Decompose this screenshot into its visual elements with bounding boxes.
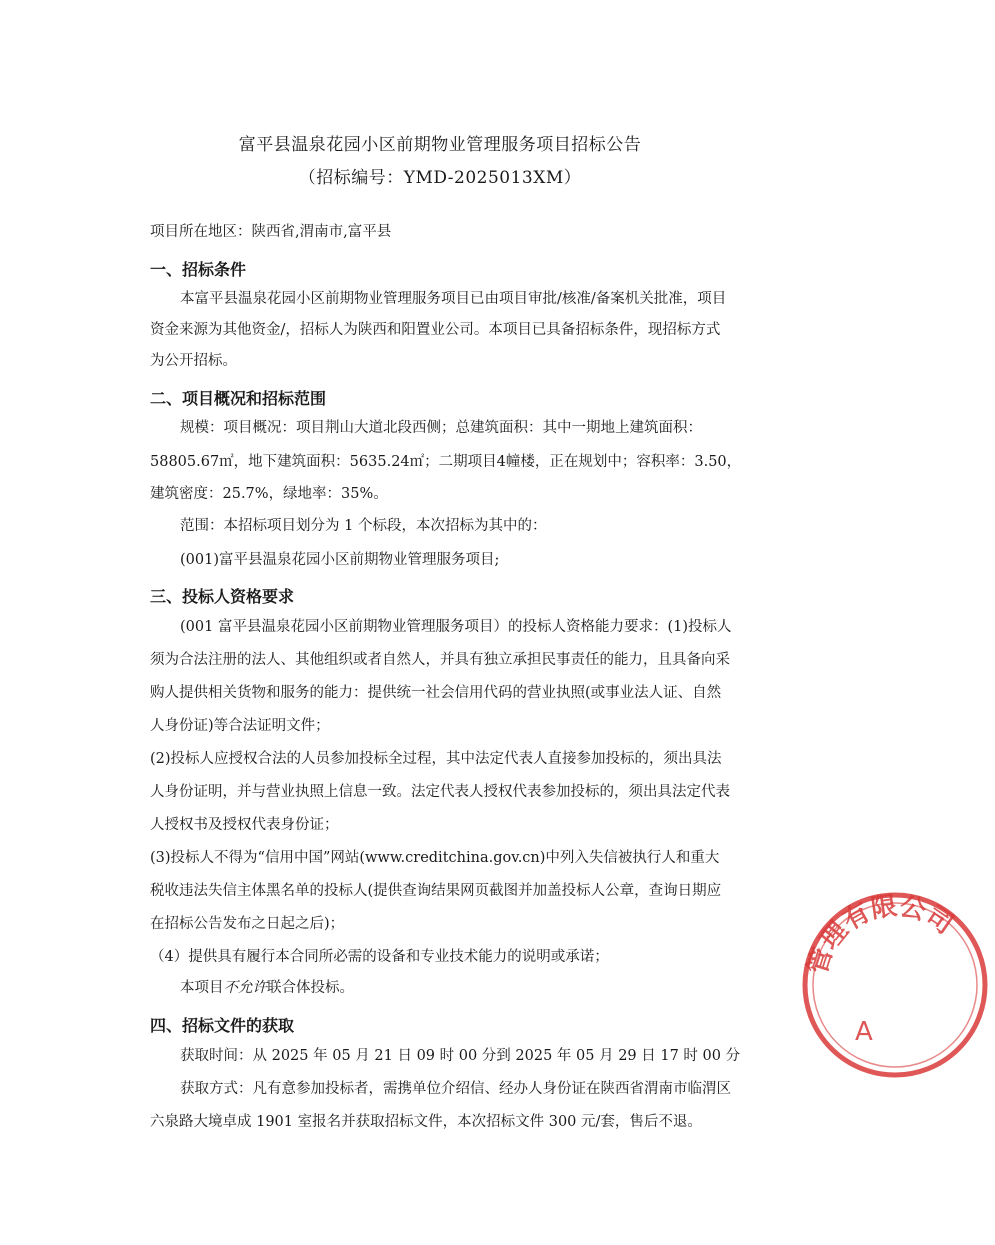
section1-line: 资金来源为其他资金/，招标人为陕西和阳置业公司。本项目已具备招标条件，现招标方式: [150, 322, 721, 338]
section2-line: 范围：本招标项目划分为 1 个标段，本次招标为其中的：: [180, 518, 547, 534]
consortium-line: [180, 978, 354, 998]
consortium-prefix: 本项目: [180, 980, 224, 996]
section1-line: 本富平县温泉花园小区前期物业管理服务项目已由项目审批/核准/备案机关批准，项目: [180, 291, 727, 307]
section2-line: 建筑密度：25.7%，绿地率：35%。: [150, 486, 388, 502]
section4-heading: 四、招标文件的获取: [150, 1016, 295, 1035]
section3-line: 人授权书及授权代表身份证；: [150, 817, 339, 833]
section3-line: 税收违法失信主体黑名单的投标人(提供查询结果网页截图并加盖投标人公章，查询日期应: [150, 883, 722, 899]
section3-line: 须为合法注册的法人、其他组织或者自然人，并具有独立承担民事责任的能力，且具备向采: [150, 652, 730, 668]
section2-heading: 二、项目概况和招标范围: [150, 389, 327, 408]
section3-line: 在招标公告发布之日起之后)；: [150, 916, 345, 932]
section3-line: (3)投标人不得为“信用中国”网站(www.creditchina.gov.cn)中列入失信被执行人和重大: [150, 850, 720, 866]
section3-line: 人身份证明，并与营业执照上信息一致。法定代表人授权代表参加投标的，须出具法定代表: [150, 784, 730, 800]
section3-line: 人身份证)等合法证明文件；: [150, 718, 330, 734]
section1-line: 为公开招标。: [150, 353, 237, 369]
section3-line: (2)投标人应授权合法的人员参加投标全过程，其中法定代表人直接参加投标的，须出具法: [150, 751, 722, 767]
consortium-italic: 不允许: [223, 980, 267, 996]
svg-text:A: A: [855, 1017, 873, 1047]
section3-line: (001 富平县温泉花园小区前期物业管理服务项目）的投标人资格能力要求：(1)投标人: [180, 619, 732, 635]
document-title: 富平县温泉花园小区前期物业管理服务项目招标公告: [238, 135, 642, 155]
consortium-suffix: 联合体投标。: [267, 980, 354, 996]
section3-line: 购人提供相关货物和服务的能力：提供统一社会信用代码的营业执照(或事业法人证、自然: [150, 685, 722, 701]
company-seal: [795, 885, 995, 1085]
section2-line: 58805.67㎡，地下建筑面积：5635.24㎡；二期项目4幢楼，正在规划中；容积率：3.50，: [150, 454, 742, 470]
section3-heading: 三、投标人资格要求: [150, 587, 295, 606]
section4-line: 获取方式：凡有意参加投标者，需携单位介绍信、经办人身份证在陕西省渭南市临渭区: [180, 1081, 731, 1097]
svg-text:管理有限公司: 管理有限公司: [802, 891, 959, 979]
section2-line: 规模：项目概况：项目荆山大道北段西侧；总建筑面积：其中一期地上建筑面积：: [180, 420, 702, 436]
section4-line: 六泉路大境卓成 1901 室报名并获取招标文件，本次招标文件 300 元/套，售后不退。: [150, 1114, 702, 1130]
region-line: 项目所在地区：陕西省,渭南市,富平县: [150, 224, 392, 240]
section1-heading: 一、招标条件: [150, 260, 247, 279]
section4-line: 获取时间：从 2025 年 05 月 21 日 09 时 00 分到 2025 年 05 月 29 日 17 时 00 分: [180, 1048, 741, 1064]
section2-line: (001)富平县温泉花园小区前期物业管理服务项目;: [180, 552, 500, 568]
section3-line: （4）提供具有履行本合同所必需的设备和专业技术能力的说明或承诺；: [150, 949, 609, 965]
tender-number: （招标编号：YMD-2025013XM）: [298, 168, 582, 188]
